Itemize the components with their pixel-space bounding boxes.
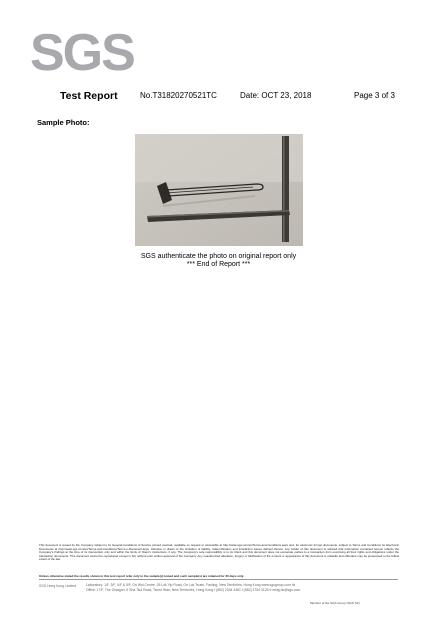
footer-office-address: Office: 17/F, The Octagon, 6 Sha Tsui Road, Tsuen Wan, New Territories, Hong Kong t (852) 2334 4481 f (852) 2764 3126 e mktg.hk@sgs.com [86, 587, 301, 592]
footer-lab-address: Laboratory: 1/F, 3/F, 4/F & 5/F, On Wui Centre, 25 Lok Yip Road, On Lok Tsuen, Fanling, New Territories, Hong Kong www.sgsgroup.com.hk [86, 583, 296, 587]
footer-divider [39, 579, 398, 580]
end-of-report: *** End of Report *** [186, 261, 251, 268]
footer-address [86, 583, 300, 592]
report-number: No.T31820270521TC [140, 91, 217, 100]
sgs-logo [30, 18, 134, 82]
retention-note: Unless otherwise stated the results shown in this test report refer only to the sample(s) tested and such sample(s) are retained for 30 days only. [39, 574, 244, 578]
page-number: Page 3 of 3 [354, 91, 395, 100]
sample-photo-label: Sample Photo: [37, 118, 90, 127]
report-date: Date: OCT 23, 2018 [240, 91, 312, 100]
authenticate-note: SGS authenticate the photo on original report only [140, 253, 297, 260]
report-title: Test Report [60, 90, 118, 102]
disclaimer-text: This document is issued by the Company subject to its General Conditions of Service printed overleaf, available on request or accessible at http://www.sgs.com/en/Terms-and-Conditions.aspx and, for electronic format documents, subject to Terms and Conditions for Electronic Documents at http://www.sgs.com/en/Terms-and-Conditions/Terms-e-Document.aspx. Attention is drawn to the limitation of liability, indemnification and jurisdiction issues defined therein. Any holder of this document is advised that information contained hereon reflects the Company's findings at the time of its intervention only and within the limits of Client's instructions, if any. The Company's sole responsibility is to its Client and this document does not exonerate parties to a transaction from exercising all their rights and obligations under the transaction documents. This document cannot be reproduced except in full, without prior written approval of the Company. Any unauthorized alteration, forgery or falsification of the content or appearance of this document is unlawful and offenders may be prosecuted to the fullest extent of the law. [39, 543, 399, 562]
sample-photo [135, 134, 303, 246]
member-note: Member of the SGS Group (SGS SA) [310, 601, 360, 605]
photo-caption [90, 253, 347, 269]
logo-text: SGS [30, 24, 134, 82]
footer-company: SGS Hong Kong Limited [39, 584, 76, 588]
